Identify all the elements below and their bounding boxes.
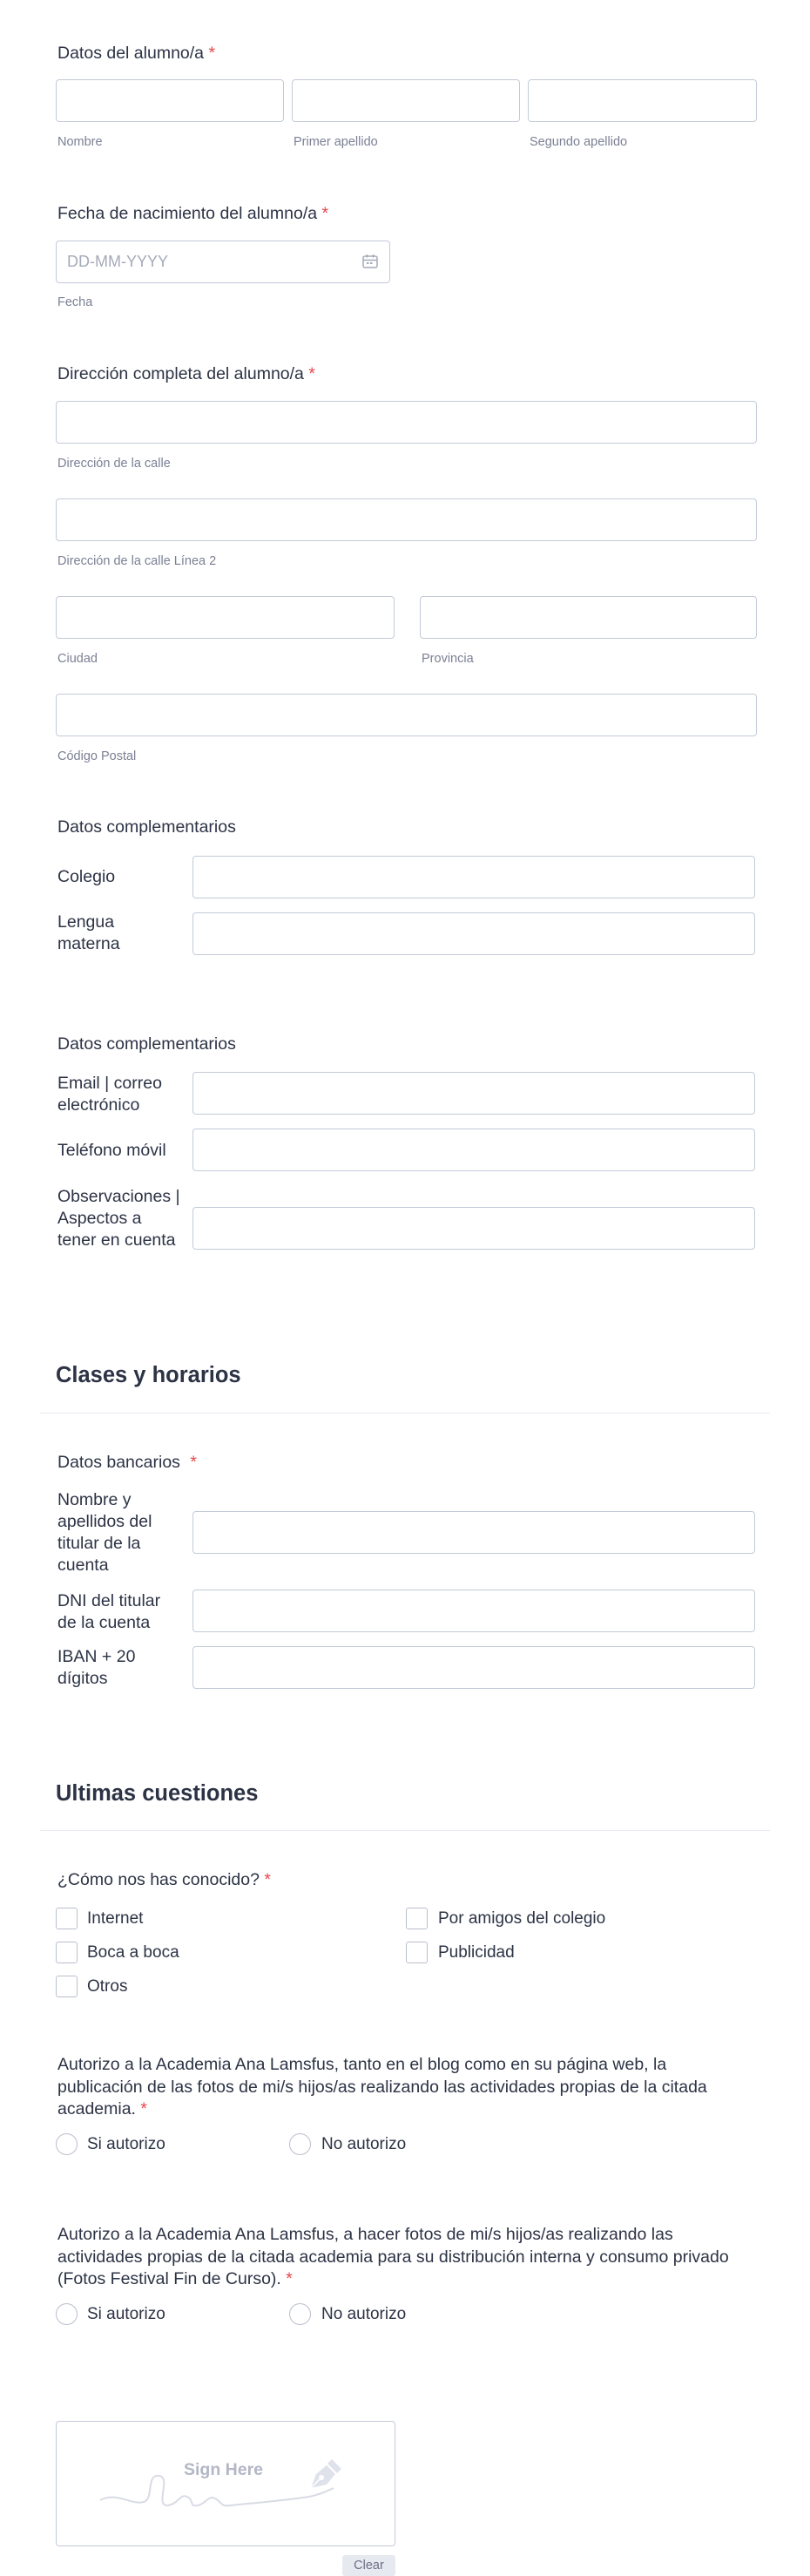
radio-web-yes[interactable] xyxy=(56,2133,78,2155)
birth-label-text: Fecha de nacimiento del alumno/a xyxy=(57,204,318,223)
radio-internal-yes[interactable] xyxy=(56,2303,78,2325)
postal-sublabel: Código Postal xyxy=(57,749,137,763)
address-label xyxy=(57,364,315,384)
student-label-text: Datos del alumno/a xyxy=(57,44,205,63)
city-input[interactable] xyxy=(56,596,395,639)
consent-web-question xyxy=(57,2054,754,2121)
option-internet-label: Internet xyxy=(87,1909,144,1928)
last-name2-sublabel: Segundo apellido xyxy=(530,135,628,149)
address-label-text: Dirección completa del alumno/a xyxy=(57,364,304,383)
phone-label: Teléfono móvil xyxy=(57,1141,166,1160)
required-mark: * xyxy=(264,1870,271,1889)
language-input[interactable] xyxy=(192,912,755,955)
required-mark: * xyxy=(308,364,315,383)
source-question-text: ¿Cómo nos has conocido? xyxy=(57,1870,260,1889)
required-mark: * xyxy=(140,2099,147,2118)
province-input[interactable] xyxy=(420,596,757,639)
consent-internal-text: Autorizo a la Academia Ana Lamsfus, a hacer fotos de mi/s hijos/as realizando las actividades propias de la citada academia para su distribución interna y consumo privado (Fotos Festival Fin de Curso). xyxy=(57,2225,729,2288)
dni-input[interactable] xyxy=(192,1590,755,1632)
birth-date-placeholder: DD-MM-YYYY xyxy=(67,253,168,270)
sign-here-text: Sign Here xyxy=(184,2460,264,2479)
notes-input[interactable] xyxy=(192,1207,755,1250)
street2-input[interactable] xyxy=(56,498,757,541)
birth-date-input[interactable] xyxy=(56,241,390,283)
email-input[interactable] xyxy=(192,1072,755,1115)
extra2-title: Datos complementarios xyxy=(57,1034,236,1054)
option-boca-label: Boca a boca xyxy=(87,1943,179,1962)
email-label: Email | correo electrónico xyxy=(57,1074,162,1115)
required-mark: * xyxy=(208,44,216,63)
consent-web-text: Autorizo a la Academia Ana Lamsfus, tanto en el blog como en su página web, la publicación de las fotos de mi/s hijos/as realizando las actividades propias de la citada academia. xyxy=(57,2055,707,2118)
consent-internal-question xyxy=(57,2224,754,2291)
classes-title: Clases y horarios xyxy=(56,1363,241,1387)
bank-label xyxy=(57,1453,197,1473)
radio-internal-yes-label: Si autorizo xyxy=(87,2305,165,2323)
required-mark: * xyxy=(286,2269,293,2288)
birth-sublabel: Fecha xyxy=(57,295,93,309)
required-mark: * xyxy=(190,1453,197,1472)
phone-input[interactable] xyxy=(192,1129,755,1171)
province-sublabel: Provincia xyxy=(422,652,474,666)
school-input[interactable] xyxy=(192,856,755,898)
holder-input[interactable] xyxy=(192,1511,755,1554)
radio-internal-no[interactable] xyxy=(289,2303,311,2325)
checkbox-publicidad[interactable] xyxy=(406,1942,428,1963)
last-name1-input[interactable] xyxy=(292,79,520,122)
student-label xyxy=(57,44,215,64)
required-mark: * xyxy=(321,204,329,223)
radio-web-no-label: No autorizo xyxy=(321,2135,407,2153)
last-title: Ultimas cuestiones xyxy=(56,1781,259,1806)
first-name-sublabel: Nombre xyxy=(57,135,103,149)
checkbox-otros[interactable] xyxy=(56,1976,78,1997)
last-name1-sublabel: Primer apellido xyxy=(294,135,378,149)
clear-signature-button[interactable]: Clear xyxy=(342,2555,395,2576)
calendar-icon[interactable] xyxy=(361,253,379,275)
radio-web-no[interactable] xyxy=(289,2133,311,2155)
iban-input[interactable] xyxy=(192,1646,755,1689)
last-name2-input[interactable] xyxy=(528,79,757,122)
extra1-title: Datos complementarios xyxy=(57,817,236,837)
checkbox-boca[interactable] xyxy=(56,1942,78,1963)
notes-label: Observaciones | Aspectos a tener en cuenta xyxy=(57,1187,180,1250)
street-sublabel: Dirección de la calle xyxy=(57,457,171,471)
iban-label: IBAN + 20 dígitos xyxy=(57,1647,136,1688)
first-name-input[interactable] xyxy=(56,79,284,122)
city-sublabel: Ciudad xyxy=(57,652,98,666)
source-label xyxy=(57,1870,271,1890)
dni-label: DNI del titular de la cuenta xyxy=(57,1591,161,1632)
checkbox-amigos[interactable] xyxy=(406,1908,428,1929)
option-amigos-label: Por amigos del colegio xyxy=(438,1909,606,1928)
birth-label xyxy=(57,204,328,224)
street2-sublabel: Dirección de la calle Línea 2 xyxy=(57,554,217,568)
pen-icon xyxy=(304,2457,344,2501)
school-label: Colegio xyxy=(57,867,116,886)
section-divider xyxy=(40,1830,770,1831)
option-publicidad-label: Publicidad xyxy=(438,1943,515,1962)
bank-label-text: Datos bancarios xyxy=(57,1453,180,1472)
postal-input[interactable] xyxy=(56,694,757,736)
radio-web-yes-label: Si autorizo xyxy=(87,2135,165,2153)
radio-internal-no-label: No autorizo xyxy=(321,2305,407,2323)
option-otros-label: Otros xyxy=(87,1977,128,1996)
checkbox-internet[interactable] xyxy=(56,1908,78,1929)
language-label: Lengua materna xyxy=(57,912,120,953)
street-input[interactable] xyxy=(56,401,757,444)
signature-pad[interactable] xyxy=(56,2421,395,2546)
signature-scribble xyxy=(57,2422,396,2547)
holder-label: Nombre y apellidos del titular de la cuenta xyxy=(57,1490,152,1575)
